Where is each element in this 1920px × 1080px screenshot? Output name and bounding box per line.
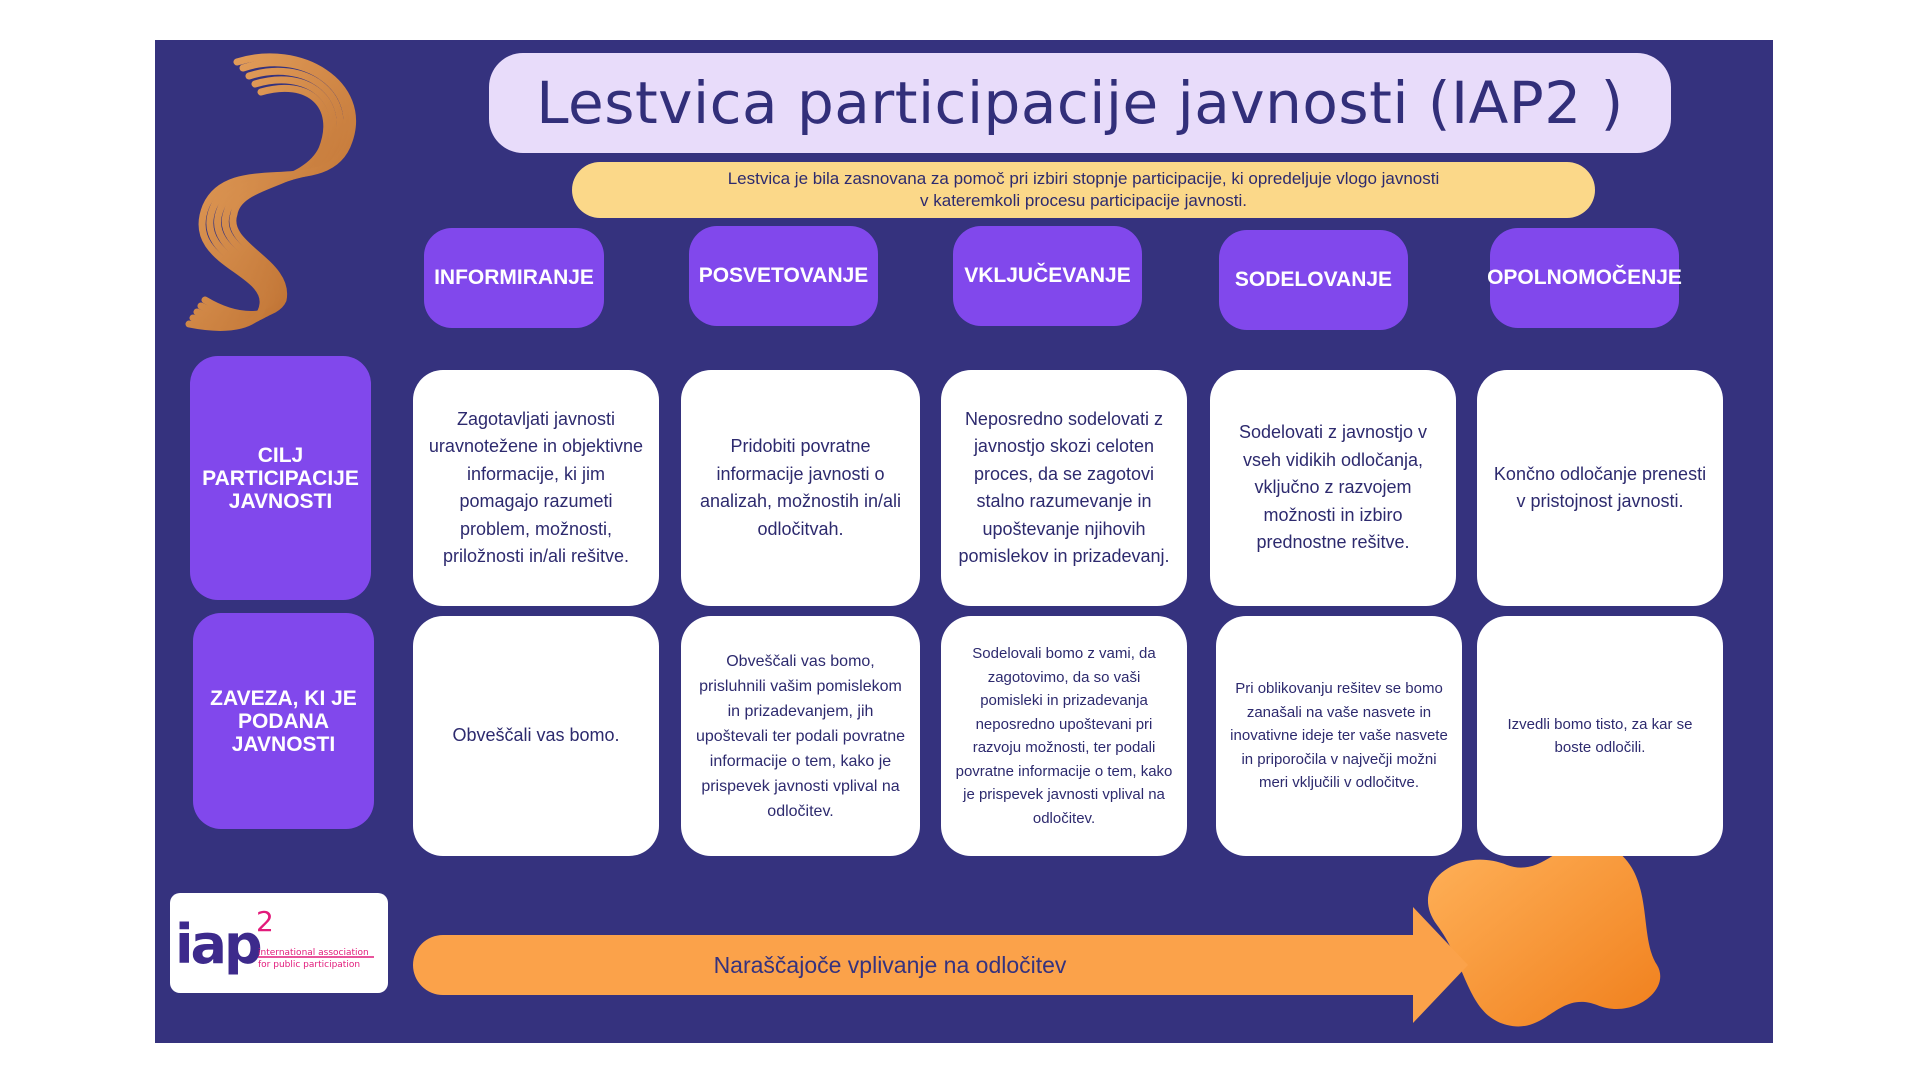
logo-text-line-2: for public participation — [258, 960, 361, 970]
iap2-logo-mark — [170, 893, 388, 993]
row-header-cilj-participacije: CILJ PARTICIPACIJE JAVNOSTI — [190, 356, 371, 600]
column-header-informiranje: INFORMIRANJE — [424, 228, 604, 328]
card-promise-sodelovanje: Pri oblikovanju rešitev se bomo zanašali na vaše nasvete in inovativne ideje ter vaše nasvete in priporočila v največji možni meri vključili v odločitve. — [1216, 616, 1462, 856]
column-header-vkljucevanje: VKLJUČEVANJE — [953, 226, 1142, 326]
card-goal-sodelovanje: Sodelovati z javnostjo v vseh vidikih odločanja, vključno z razvojem možnosti in izbiro prednostne rešitve. — [1210, 370, 1456, 606]
row-header-zaveza-javnosti: ZAVEZA, KI JE PODANA JAVNOSTI — [193, 613, 374, 829]
card-promise-vkljucevanje: Sodelovali bomo z vami, da zagotovimo, da so vaši pomisleki in prizadevanja neposredno upoštevani pri razvoju možnosti, ter podali povratne informacije o tem, kako je prispevek javnosti vplival na odločitev. — [941, 616, 1187, 856]
column-header-posvetovanje: POSVETOVANJE — [689, 226, 878, 326]
card-goal-posvetovanje: Pridobiti povratne informacije javnosti o analizah, možnostih in/ali odločitvah. — [681, 370, 920, 606]
column-header-sodelovanje: SODELOVANJE — [1219, 230, 1408, 330]
slide — [155, 40, 1773, 1043]
subtitle-line-2: v kateremkoli procesu participacije javnosti. — [920, 191, 1247, 210]
card-goal-vkljucevanje: Neposredno sodelovati z javnostjo skozi celoten proces, da se zagotovi stalno razumevanje in upoštevanje njihovih pomislekov in prizadevanj. — [941, 370, 1187, 606]
title-banner — [489, 53, 1671, 153]
logo-text-iap: iap — [175, 913, 260, 976]
card-promise-informiranje: Obveščali vas bomo. — [413, 616, 659, 856]
logo-text-line-1: international association — [258, 948, 369, 958]
decorative-swirl-top-left — [173, 48, 373, 338]
card-promise-posvetovanje: Obveščali vas bomo, prisluhnili vašim pomislekom in prizadevanjem, jih upoštevali ter podali povratne informacije o tem, kako je prispevek javnosti vplival na odločitev. — [681, 616, 920, 856]
iap2-logo — [170, 893, 388, 993]
card-goal-informiranje: Zagotavljati javnosti uravnotežene in objektivne informacije, ki jim pomagajo razumeti problem, možnosti, priložnosti in/ali rešitve. — [413, 370, 659, 606]
subtitle-banner — [572, 162, 1595, 218]
logo-text-superscript: 2 — [256, 905, 274, 938]
arrow-caption: Naraščajoče vplivanje na odločitev — [713, 951, 1067, 978]
column-header-opolnomocenje: OPOLNOMOČENJE — [1490, 228, 1679, 328]
subtitle-line-1: Lestvica je bila zasnovana za pomoč pri izbiri stopnje participacije, ki opredeljuje vlogo javnosti — [727, 169, 1440, 188]
card-promise-opolnomocenje: Izvedli bomo tisto, za kar se boste odločili. — [1477, 616, 1723, 856]
page-title: Lestvica participacije javnosti (IAP2 ) — [536, 69, 1624, 137]
card-goal-opolnomocenje: Končno odločanje prenesti v pristojnost javnosti. — [1477, 370, 1723, 606]
